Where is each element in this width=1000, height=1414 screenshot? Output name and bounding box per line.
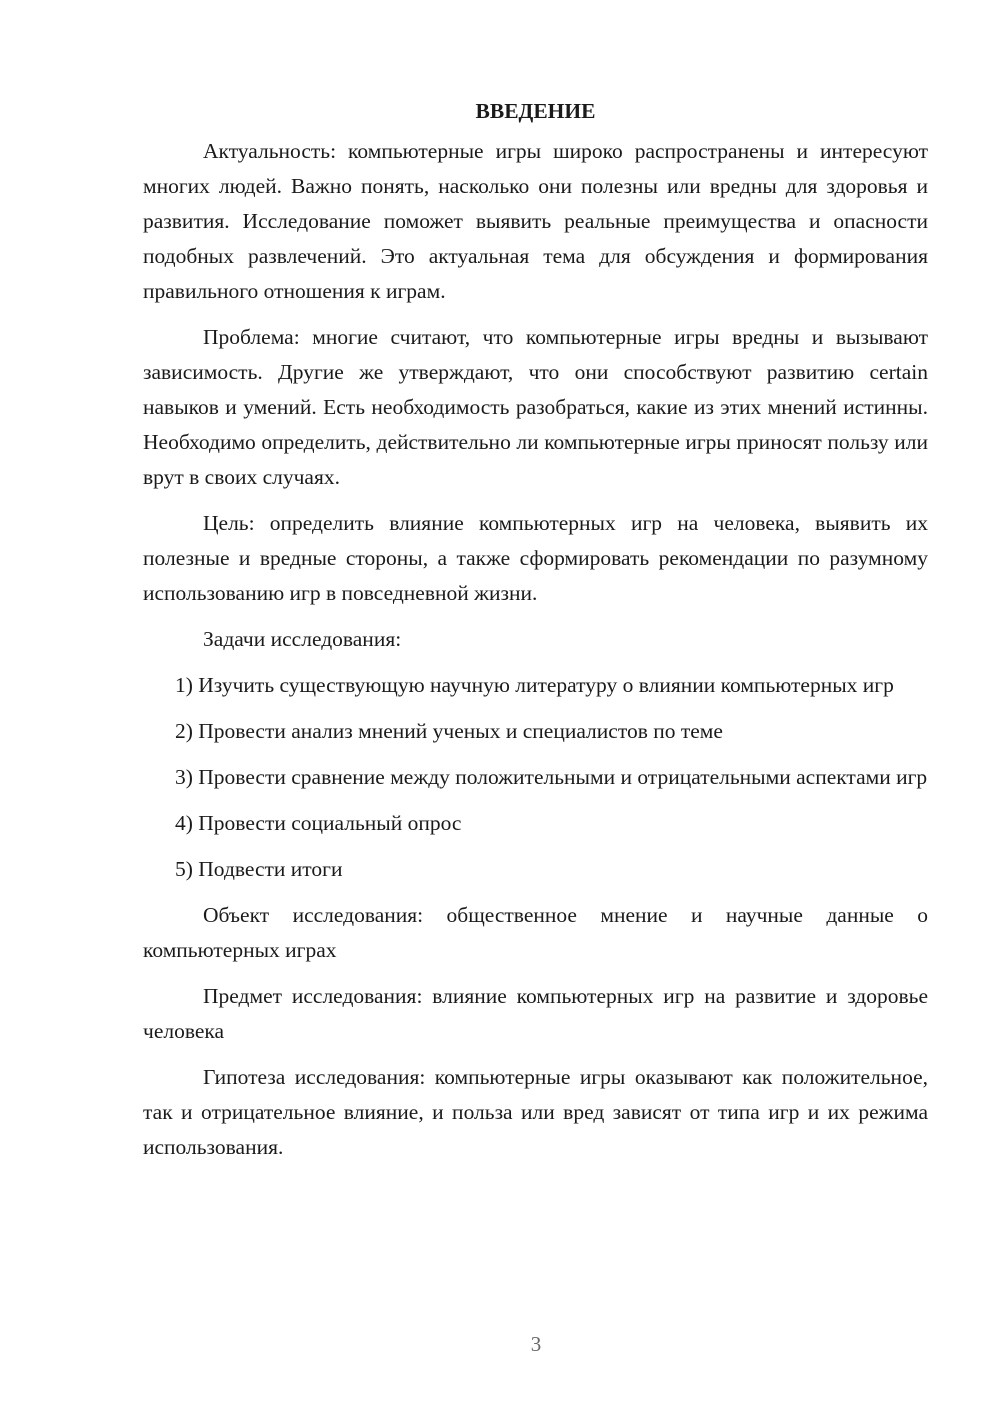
- tasks-heading: Задачи исследования:: [203, 627, 402, 651]
- hypothesis-paragraph: Гипотеза исследования: компьютерные игры оказывают как положительное, так и отрицательное влияние, и польза или вред зависят от типа игр и их режима использования.: [143, 1065, 928, 1159]
- document-page: [143, 94, 928, 1176]
- goal-paragraph: Цель: определить влияние компьютерных игр на человека, выявить их полезные и вредные стороны, а также сформировать рекомендации по разумному использованию игр в повседневной жизни.: [143, 511, 928, 605]
- page-title: ВВЕДЕНИЕ: [475, 99, 596, 123]
- task-item-2: 2) Провести анализ мнений ученых и специалистов по теме: [175, 719, 723, 743]
- relevance-paragraph: Актуальность: компьютерные игры широко распространены и интересуют многих людей. Важно понять, насколько они полезны или вредны для здоровья и развития. Исследование поможет выявить реальные преимущества и опасности подобных развлечений. Это актуальная тема для обсуждения и формирования правильного отношения к играм.: [143, 139, 928, 303]
- page-number: 3: [530, 1332, 542, 1356]
- task-item-3: 3) Провести сравнение между положительными и отрицательными аспектами игр: [175, 765, 928, 789]
- subject-paragraph: Предмет исследования: влияние компьютерных игр на развитие и здоровье человека: [143, 984, 928, 1043]
- object-paragraph: Объект исследования: общественное мнение и научные данные о компьютерных играх: [143, 903, 928, 962]
- task-item-1: 1) Изучить существующую научную литературу о влиянии компьютерных игр: [175, 673, 894, 697]
- problem-paragraph: Проблема: многие считают, что компьютерные игры вредны и вызывают зависимость. Другие же утверждают, что они способствуют развитию certain навыков и умений. Есть необходимость разобраться, какие из этих мнений истинны. Необходимо определить, действительно ли компьютерные игры приносят пользу или врут в своих случаях.: [143, 325, 928, 489]
- task-item-5: 5) Подвести итоги: [175, 857, 343, 881]
- task-item-4: 4) Провести социальный опрос: [175, 811, 462, 835]
